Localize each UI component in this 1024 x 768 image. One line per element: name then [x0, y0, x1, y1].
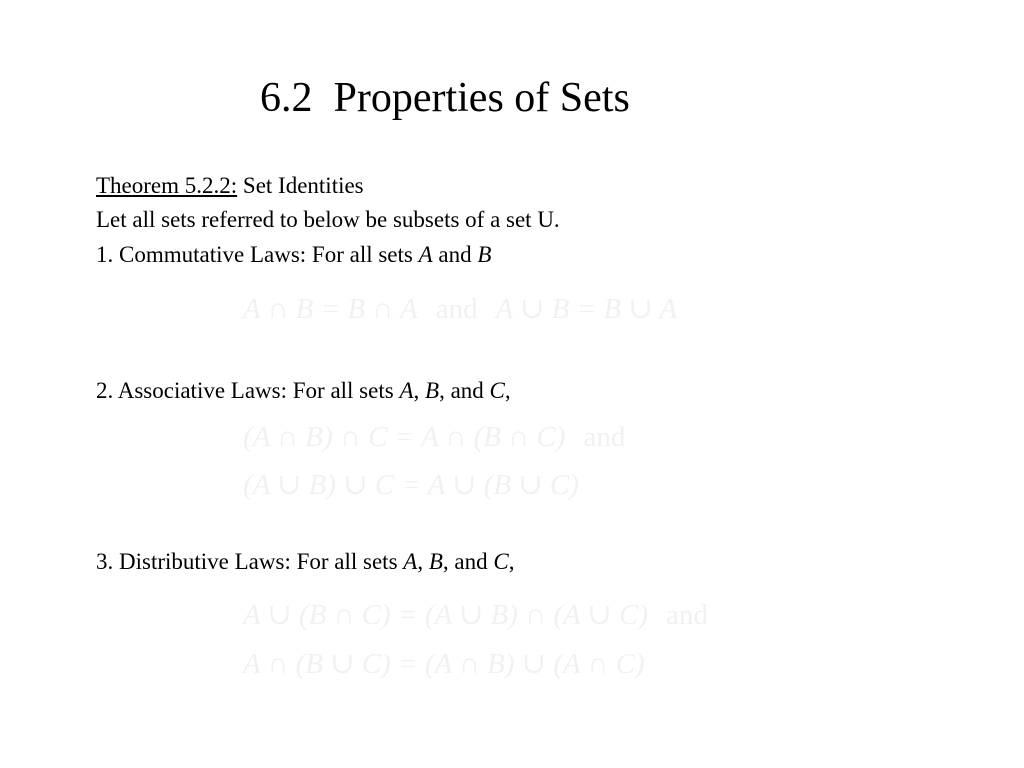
law-3-comma: ,	[417, 549, 429, 574]
theorem-name: Set Identities	[237, 173, 364, 198]
law-2-set-c: C	[489, 378, 505, 403]
law-1-formula-right: A ∪ B = B ∪ A	[495, 293, 678, 325]
law-2-comma: ,	[413, 378, 425, 403]
law-1-set-a: A	[418, 242, 433, 267]
theorem-label: Theorem 5.2.2:	[96, 173, 238, 198]
law-3-formula-union: A ∪ (B ∩ C) = (A ∪ B) ∩ (A ∪ C)	[243, 599, 648, 631]
law-1-statement	[96, 241, 491, 269]
law-2-and: , and	[439, 378, 490, 403]
law-2-suffix: ,	[504, 378, 511, 403]
law-3-set-c: C	[493, 549, 509, 574]
law-3-set-b: B	[428, 549, 443, 574]
law-2-formula-and: and	[583, 421, 626, 453]
law-1-formula-and: and	[435, 293, 478, 325]
law-3-prefix: 3. Distributive Laws: For all sets	[96, 549, 404, 574]
law-1-prefix: 1. Commutative Laws: For all sets	[96, 242, 419, 267]
law-2-prefix: 2. Associative Laws: For all sets	[96, 378, 400, 403]
law-3-set-a: A	[403, 549, 418, 574]
law-1-and: and	[432, 242, 478, 267]
law-3-suffix: ,	[508, 549, 515, 574]
law-2-set-b: B	[425, 378, 440, 403]
theorem-heading	[96, 172, 364, 200]
law-3-and: , and	[442, 549, 494, 574]
law-3-formula-line-1	[243, 598, 726, 632]
slide-title: 6.2 Properties of Sets	[260, 75, 630, 121]
law-1-formula-left: A ∩ B = B ∩ A	[243, 293, 418, 325]
law-3-formula-line-2: A ∩ (B ∪ C) = (A ∩ B) ∪ (A ∩ C)	[243, 648, 645, 680]
law-1-set-b: B	[477, 242, 492, 267]
law-3-formula-and: and	[665, 599, 708, 631]
law-2-formula-line-2: (A ∪ B) ∪ C = A ∪ (B ∪ C)	[243, 469, 579, 501]
law-2-set-a: A	[399, 378, 414, 403]
law-3-statement	[96, 548, 514, 576]
theorem-intro: Let all sets referred to below be subsets of a set U.	[96, 207, 560, 232]
law-2-formula-line-1	[243, 420, 643, 454]
law-2-formula-intersection: (A ∩ B) ∩ C = A ∩ (B ∩ C)	[243, 421, 566, 453]
law-1-formula	[243, 292, 677, 326]
law-2-statement	[96, 377, 511, 405]
